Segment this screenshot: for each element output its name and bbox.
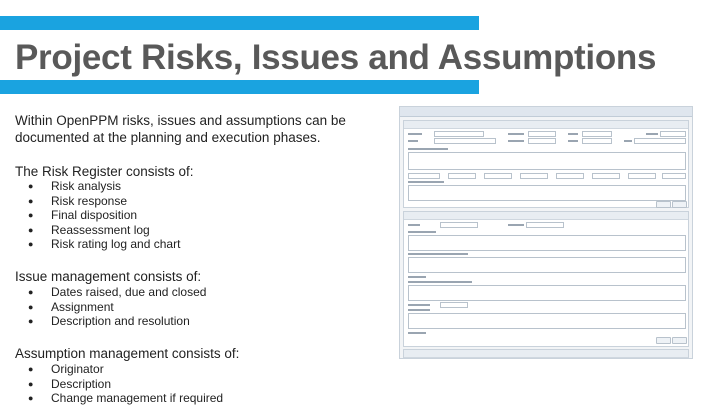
list-item: ● Reassessment log	[28, 223, 180, 238]
list-item: ● Risk rating log and chart	[28, 237, 180, 252]
issue-management-heading: Issue management consists of:	[15, 269, 202, 284]
list-item: ● Originator	[28, 362, 223, 377]
list-item: ● Dates raised, due and closed	[28, 285, 206, 300]
list-item: ● Change management if required	[28, 391, 223, 406]
screenshot-section-header	[404, 212, 688, 220]
screenshot-risk-response-section	[403, 211, 689, 347]
screenshot-risk-analysis-section	[403, 120, 689, 208]
assumption-management-heading: Assumption management consists of:	[15, 346, 240, 361]
list-item: ● Assignment	[28, 300, 206, 315]
accent-bar-top	[0, 16, 479, 30]
list-item: ● Description	[28, 377, 223, 392]
list-item: ● Description and resolution	[28, 314, 206, 329]
page-title: Project Risks, Issues and Assumptions	[15, 38, 657, 77]
accent-bar-bottom	[0, 80, 479, 94]
list-item: ● Risk analysis	[28, 179, 180, 194]
screenshot-section-header	[404, 350, 688, 358]
screenshot-final-disposition-section	[403, 349, 689, 359]
risk-form-screenshot	[399, 106, 693, 359]
list-item: ● Final disposition	[28, 208, 180, 223]
intro-paragraph: Within OpenPPM risks, issues and assumptions can be documented at the planning and execution phases.	[15, 113, 346, 145]
risk-register-list	[28, 179, 180, 252]
risk-register-heading: The Risk Register consists of:	[15, 164, 194, 179]
screenshot-window-header	[400, 107, 692, 117]
assumption-management-list	[28, 362, 223, 406]
issue-management-list	[28, 285, 206, 329]
list-item: ● Risk response	[28, 194, 180, 209]
screenshot-section-header	[404, 121, 688, 129]
